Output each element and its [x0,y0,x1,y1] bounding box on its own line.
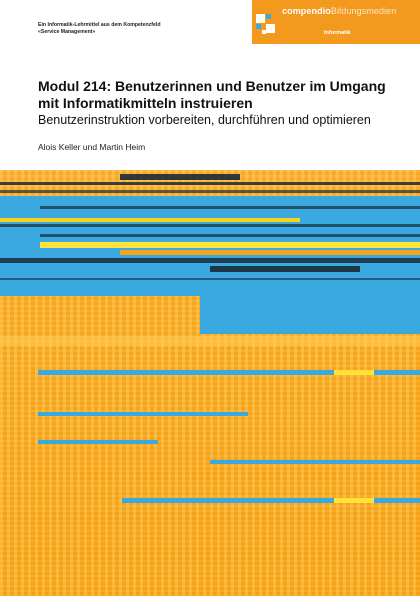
series-info [38,22,228,36]
book-subtitle: Benutzerinstruktion vorbereiten, durchführen und optimieren [38,113,371,127]
cover-artwork [0,170,420,596]
blue-line [122,498,420,503]
blue-block-lower [200,296,420,334]
publisher-logo-icon [256,14,278,36]
publisher-category: Informatik [324,30,351,36]
binary-pattern-graphic [0,170,420,596]
publisher-name-light: Bildungsmedien [330,6,397,16]
series-line-2: «Service Management» [38,29,96,35]
blue-line [210,460,420,464]
yellow-stripe-2 [0,218,300,222]
book-title: Modul 214: Benutzerinnen und Benutzer im Umgang mit Informatikmitteln instruieren [38,78,386,111]
series-line-1: Ein Informatik-Lehrmittel aus dem Kompetenzfeld [38,22,161,28]
book-authors: Alois Keller und Martin Heim [38,142,146,152]
publisher-name-bold: compendio [282,6,331,16]
yellow-accent [334,498,374,503]
yellow-stripe [40,242,420,248]
blue-line [38,412,248,416]
orange-stripe [120,250,420,255]
yellow-accent [334,370,374,375]
light-band [0,336,420,346]
blue-line [38,440,158,444]
publisher-name [282,6,396,16]
